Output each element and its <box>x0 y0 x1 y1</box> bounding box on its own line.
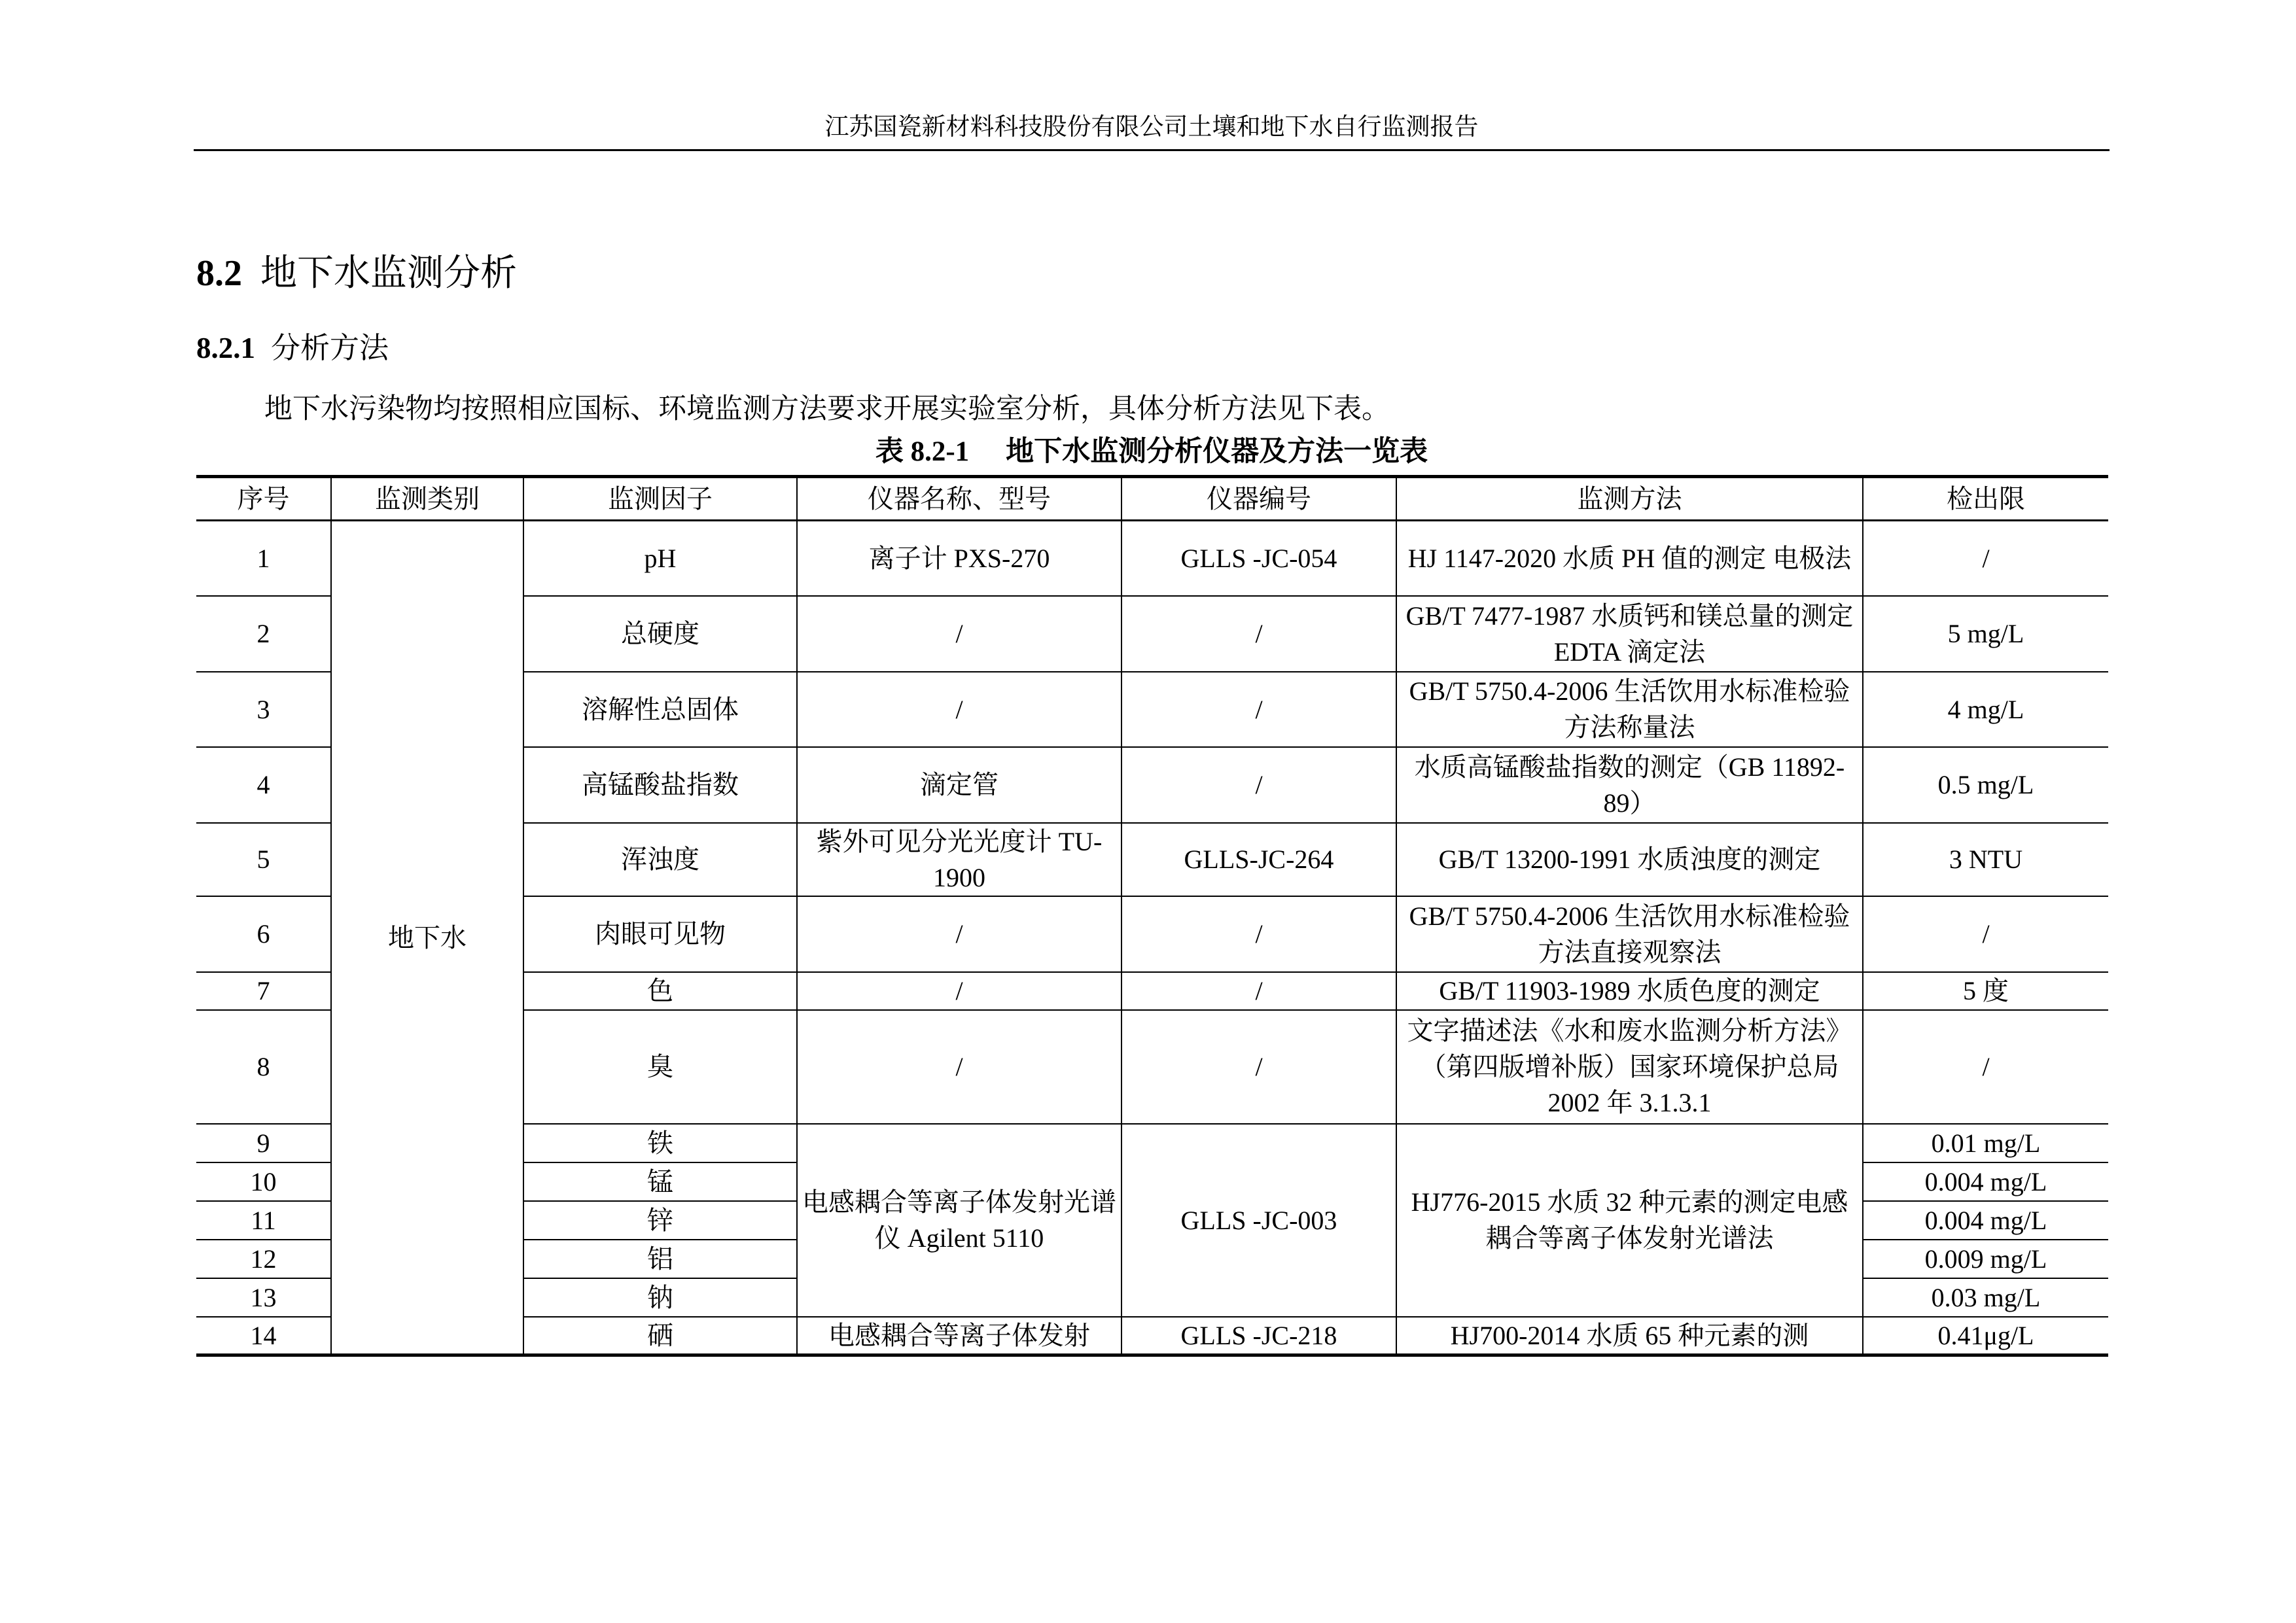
cell-category: 地下水 <box>331 521 523 1355</box>
intro-paragraph: 地下水污染物均按照相应国标、环境监测方法要求开展实验室分析，具体分析方法见下表。 <box>264 394 1390 425</box>
page-header: 江苏国瓷新材料科技股份有限公司土壤和地下水自行监测报告 <box>824 114 1479 141</box>
cell-factor: 锰 <box>523 1162 797 1201</box>
cell-instrument-id: / <box>1122 896 1396 972</box>
cell-factor: 铁 <box>523 1124 797 1162</box>
table-header-row <box>196 477 2108 521</box>
header-category: 监测类别 <box>331 477 523 521</box>
cell-method: GB/T 5750.4-2006 生活饮用水标准检验方法称量法 <box>1396 672 1863 747</box>
cell-no: 3 <box>196 672 331 747</box>
cell-no: 13 <box>196 1278 331 1317</box>
header-rule <box>194 149 2110 151</box>
cell-no: 11 <box>196 1201 331 1240</box>
cell-factor: 色 <box>523 972 797 1010</box>
cell-instrument-id: GLLS-JC-264 <box>1122 823 1396 896</box>
cell-factor: 臭 <box>523 1010 797 1124</box>
cell-limit: / <box>1863 521 2108 596</box>
cell-no: 8 <box>196 1010 331 1124</box>
cell-limit: 0.004 mg/L <box>1863 1201 2108 1240</box>
cell-no: 4 <box>196 747 331 823</box>
cell-factor: 肉眼可见物 <box>523 896 797 972</box>
cell-factor: 浑浊度 <box>523 823 797 896</box>
cell-no: 1 <box>196 521 331 596</box>
cell-instrument: / <box>797 596 1122 672</box>
cell-instrument-id: / <box>1122 672 1396 747</box>
subsection-title-text: 分析方法 <box>271 332 389 364</box>
cell-limit: 0.41μg/L <box>1863 1317 2108 1355</box>
cell-no: 9 <box>196 1124 331 1162</box>
cell-factor: 硒 <box>523 1317 797 1355</box>
cell-limit: 0.5 mg/L <box>1863 747 2108 823</box>
analysis-methods-table <box>196 475 2108 1357</box>
cell-limit: 0.009 mg/L <box>1863 1240 2108 1278</box>
cell-instrument: 紫外可见分光光度计 TU-1900 <box>797 823 1122 896</box>
cell-instrument-id: / <box>1122 747 1396 823</box>
cell-factor: 溶解性总固体 <box>523 672 797 747</box>
cell-instrument-id: / <box>1122 972 1396 1010</box>
section-title <box>196 247 517 300</box>
cell-factor: 铝 <box>523 1240 797 1278</box>
table-caption-title: 地下水监测分析仪器及方法一览表 <box>1006 436 1428 467</box>
cell-limit: 5 度 <box>1863 972 2108 1010</box>
cell-factor: 高锰酸盐指数 <box>523 747 797 823</box>
cell-instrument: / <box>797 896 1122 972</box>
cell-limit: 0.01 mg/L <box>1863 1124 2108 1162</box>
subsection-number: 8.2.1 <box>196 332 255 364</box>
table-caption-number: 表 8.2-1 <box>875 436 970 467</box>
cell-instrument-icp-oes: 电感耦合等离子体发射光谱仪 Agilent 5110 <box>797 1124 1122 1317</box>
section-title-text: 地下水监测分析 <box>260 253 517 294</box>
cell-method-icp-oes: HJ776-2015 水质 32 种元素的测定电感耦合等离子体发射光谱法 <box>1396 1124 1863 1317</box>
cell-method: 文字描述法《水和废水监测分析方法》（第四版增补版）国家环境保护总局 2002 年 3.1.3.1 <box>1396 1010 1863 1124</box>
cell-limit: / <box>1863 1010 2108 1124</box>
cell-method: GB/T 5750.4-2006 生活饮用水标准检验方法直接观察法 <box>1396 896 1863 972</box>
cell-factor: 总硬度 <box>523 596 797 672</box>
cell-instrument: / <box>797 1010 1122 1124</box>
cell-method: GB/T 7477-1987 水质钙和镁总量的测定 EDTA 滴定法 <box>1396 596 1863 672</box>
cell-limit: 0.004 mg/L <box>1863 1162 2108 1201</box>
section-number: 8.2 <box>196 253 242 294</box>
cell-no: 2 <box>196 596 331 672</box>
cell-limit: 5 mg/L <box>1863 596 2108 672</box>
header-factor: 监测因子 <box>523 477 797 521</box>
cell-factor: pH <box>523 521 797 596</box>
cell-instrument-id: / <box>1122 1010 1396 1124</box>
cell-instrument-id-icp-oes: GLLS -JC-003 <box>1122 1124 1396 1317</box>
cell-instrument-id: GLLS -JC-054 <box>1122 521 1396 596</box>
cell-no: 10 <box>196 1162 331 1201</box>
cell-instrument: 电感耦合等离子体发射 <box>797 1317 1122 1355</box>
cell-limit: 3 NTU <box>1863 823 2108 896</box>
table-row <box>196 521 2108 596</box>
cell-instrument: / <box>797 672 1122 747</box>
cell-instrument: / <box>797 972 1122 1010</box>
cell-method: 水质高锰酸盐指数的测定（GB 11892-89） <box>1396 747 1863 823</box>
cell-limit: 4 mg/L <box>1863 672 2108 747</box>
cell-method: HJ700-2014 水质 65 种元素的测 <box>1396 1317 1863 1355</box>
header-instrument-id: 仪器编号 <box>1122 477 1396 521</box>
cell-limit: / <box>1863 896 2108 972</box>
cell-no: 14 <box>196 1317 331 1355</box>
header-no: 序号 <box>196 477 331 521</box>
header-instrument: 仪器名称、型号 <box>797 477 1122 521</box>
table-caption <box>194 433 2110 471</box>
cell-no: 12 <box>196 1240 331 1278</box>
cell-instrument-id: / <box>1122 596 1396 672</box>
cell-instrument: 滴定管 <box>797 747 1122 823</box>
header-method: 监测方法 <box>1396 477 1863 521</box>
cell-instrument-id: GLLS -JC-218 <box>1122 1317 1396 1355</box>
cell-no: 7 <box>196 972 331 1010</box>
cell-method: GB/T 13200-1991 水质浊度的测定 <box>1396 823 1863 896</box>
cell-factor: 钠 <box>523 1278 797 1317</box>
cell-no: 6 <box>196 896 331 972</box>
cell-method: GB/T 11903-1989 水质色度的测定 <box>1396 972 1863 1010</box>
cell-method: HJ 1147-2020 水质 PH 值的测定 电极法 <box>1396 521 1863 596</box>
cell-instrument: 离子计 PXS-270 <box>797 521 1122 596</box>
cell-limit: 0.03 mg/L <box>1863 1278 2108 1317</box>
cell-no: 5 <box>196 823 331 896</box>
subsection-title <box>196 327 389 369</box>
header-limit: 检出限 <box>1863 477 2108 521</box>
cell-factor: 锌 <box>523 1201 797 1240</box>
